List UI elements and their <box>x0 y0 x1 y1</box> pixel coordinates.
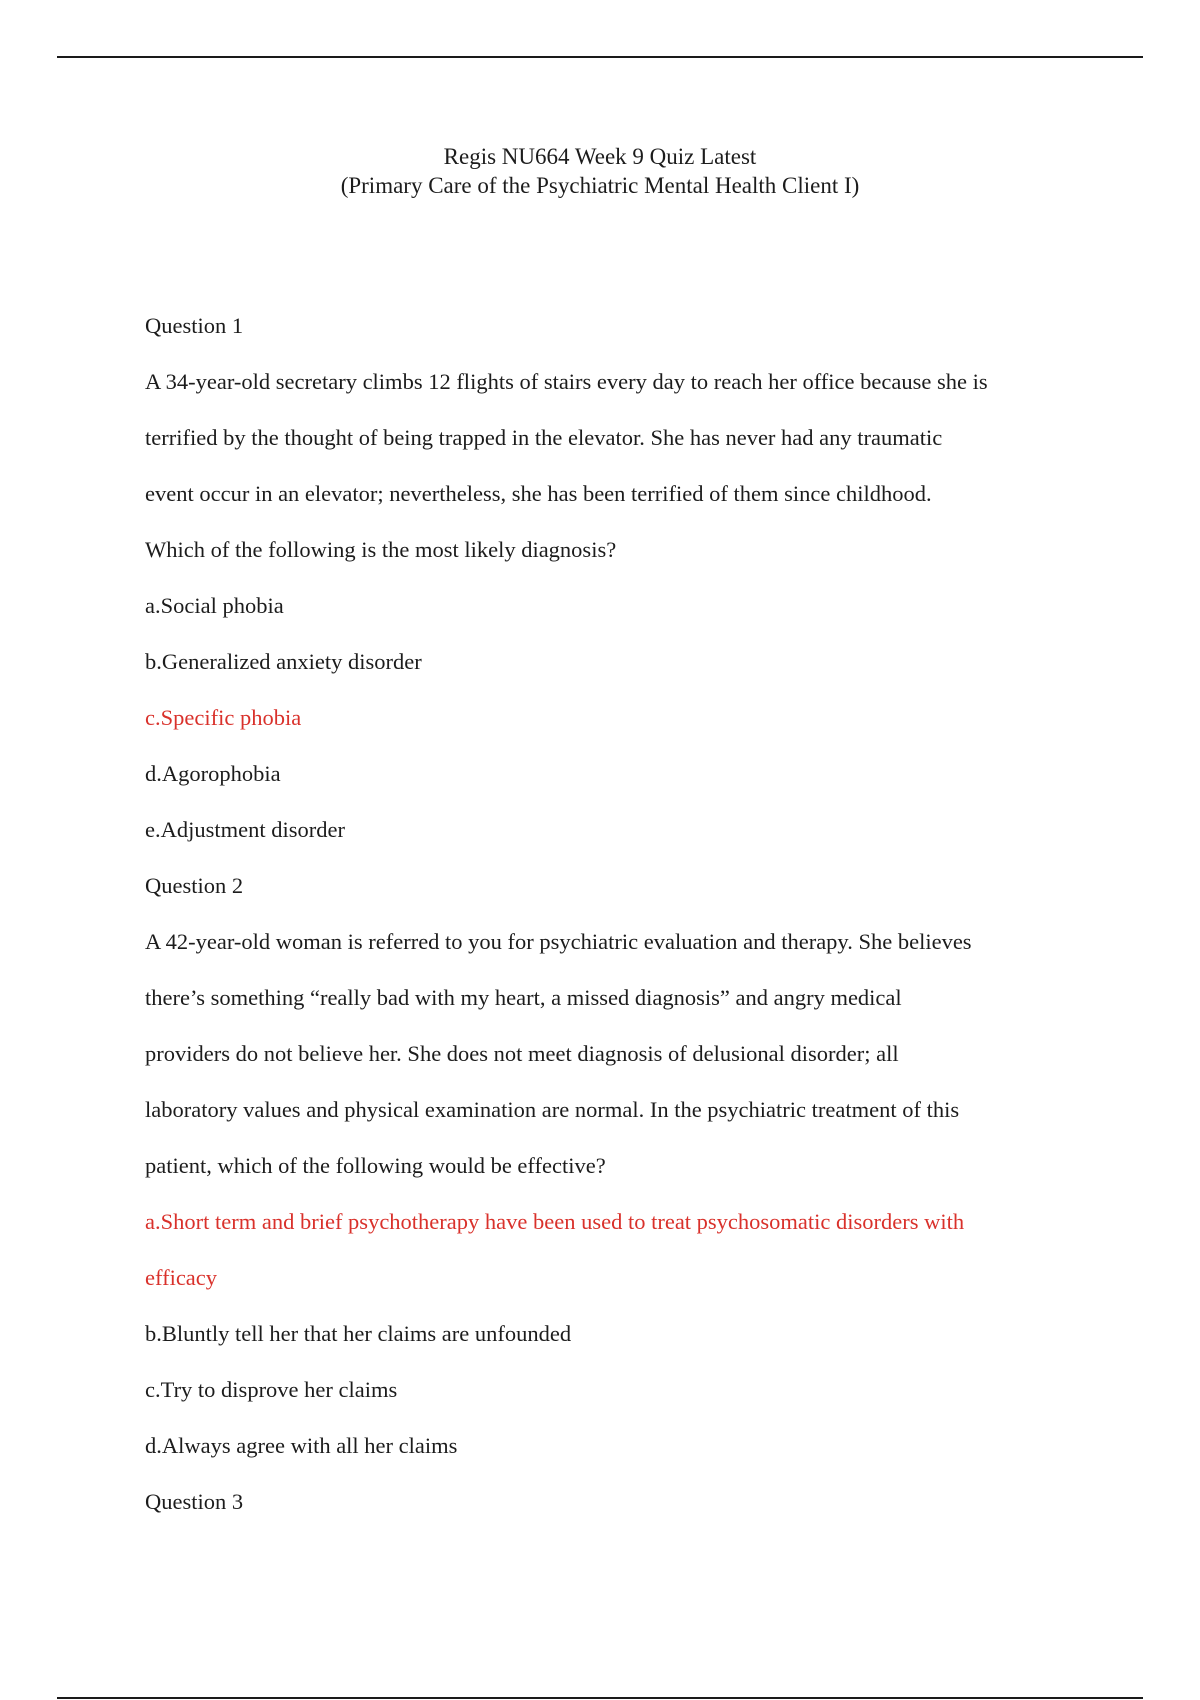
question-stem-line: patient, which of the following would be effective? <box>145 1153 606 1178</box>
answer-option: d.Always agree with all her claims <box>145 1433 458 1458</box>
question-stem-line: Which of the following is the most likely diagnosis? <box>145 537 617 562</box>
answer-option: b.Generalized anxiety disorder <box>145 649 422 674</box>
answer-option: e.Adjustment disorder <box>145 817 345 842</box>
question-stem-line: there’s something “really bad with my heart, a missed diagnosis” and angry medical <box>145 985 902 1010</box>
answer-option: d.Agorophobia <box>145 761 281 786</box>
correct-answer-option-continued: efficacy <box>145 1265 218 1290</box>
title-line-2: (Primary Care of the Psychiatric Mental Health Client I) <box>340 173 860 198</box>
correct-answer-option: c.Specific phobia <box>145 705 302 730</box>
document-title <box>0 142 1200 200</box>
header-rule <box>57 56 1143 58</box>
question-stem-line: A 34-year-old secretary climbs 12 flights of stairs every day to reach her office because she is <box>145 369 988 394</box>
question-stem-line: event occur in an elevator; nevertheless, she has been terrified of them since childhood. <box>145 481 932 506</box>
question-heading: Question 2 <box>145 873 244 898</box>
correct-answer-option: a.Short term and brief psychotherapy have been used to treat psychosomatic disorders with <box>145 1209 965 1234</box>
question-stem-line: A 42-year-old woman is referred to you for psychiatric evaluation and therapy. She believes <box>145 929 972 954</box>
question-stem-line: laboratory values and physical examination are normal. In the psychiatric treatment of this <box>145 1097 960 1122</box>
footer-rule <box>57 1697 1143 1699</box>
quiz-content <box>145 308 1075 1540</box>
answer-option: b.Bluntly tell her that her claims are unfounded <box>145 1321 572 1346</box>
question-stem-line: providers do not believe her. She does not meet diagnosis of delusional disorder; all <box>145 1041 899 1066</box>
title-line-1: Regis NU664 Week 9 Quiz Latest <box>443 144 757 169</box>
question-stem-line: terrified by the thought of being trapped in the elevator. She has never had any traumatic <box>145 425 943 450</box>
answer-option: a.Social phobia <box>145 593 284 618</box>
answer-option: c.Try to disprove her claims <box>145 1377 398 1402</box>
question-heading: Question 3 <box>145 1489 244 1514</box>
question-heading: Question 1 <box>145 313 244 338</box>
